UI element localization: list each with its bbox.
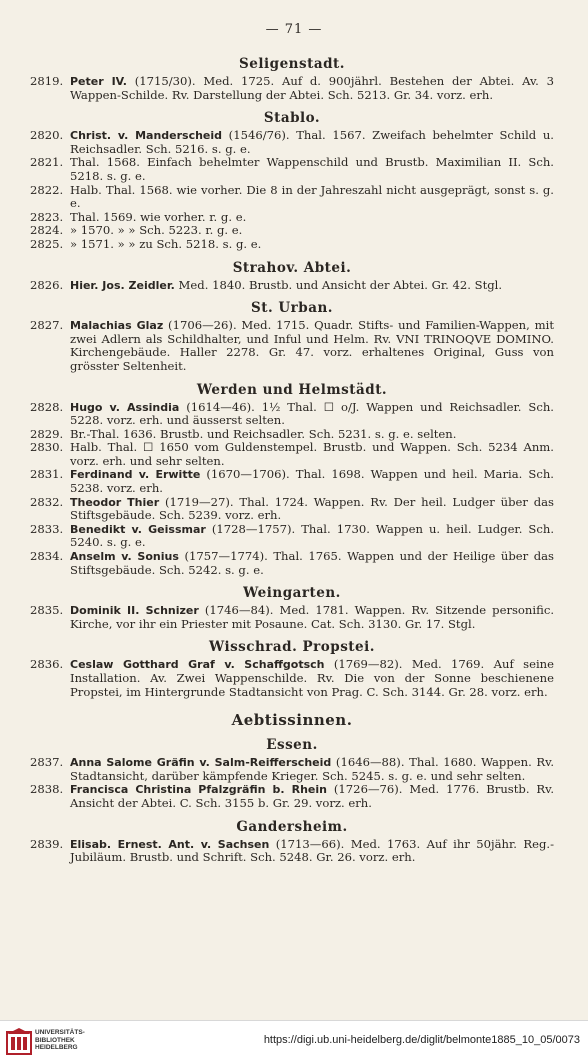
entry-text bbox=[70, 783, 554, 810]
library-name-line2: BIBLIOTHEK bbox=[35, 1036, 75, 1044]
entry-description: Thal. 1568. Einfach behelmter Wappenschild und Brustb. Maximilian II. Sch. 5218. s. g. e. bbox=[70, 155, 554, 183]
entry-number: 2821. bbox=[30, 155, 64, 170]
entry-number: 2831. bbox=[30, 467, 64, 482]
entry-description: (1726—76). Med. 1776. Brustb. Rv. Ansicht der Abtei. C. Sch. 3155 b. Gr. 29. vorz. erh. bbox=[70, 782, 555, 810]
entry-number: 2829. bbox=[30, 426, 64, 441]
entry-name: Elisab. Ernest. Ant. v. Sachsen bbox=[70, 837, 270, 851]
catalog-entry bbox=[30, 75, 554, 102]
entry-text bbox=[70, 496, 554, 523]
entry-description: Halb. Thal. ☐ 1650 vom Guldenstempel. Brustb. und Wappen. Sch. 5234 Anm. vorz. erh. und sehr selten. bbox=[70, 440, 554, 468]
entry-number: 2826. bbox=[30, 277, 64, 292]
entry-number: 2833. bbox=[30, 521, 64, 536]
page-number: — 71 — bbox=[265, 22, 323, 37]
entry-text bbox=[70, 658, 554, 699]
entry-name: Peter IV. bbox=[70, 75, 127, 88]
entry-description: (1715/30). Med. 1725. Auf d. 900jährl. Bestehen der Abtei. Av. 3 Wappen-Schilde. Rv. Darstellung der Abtei. Sch. 5213. Gr. 34. vorz. erh. bbox=[70, 74, 554, 102]
entry-name: Hier. Jos. Zeidler. bbox=[70, 278, 175, 292]
section-heading: Essen. bbox=[266, 737, 318, 754]
catalog-entry bbox=[30, 496, 554, 523]
catalog-entry bbox=[30, 783, 554, 810]
entry-number: 2819. bbox=[30, 74, 64, 88]
catalog-entry bbox=[30, 184, 554, 211]
entry-description: (1670—1706). Thal. 1698. Wappen und heil. Maria. Sch. 5238. vorz. erh. bbox=[70, 467, 554, 496]
catalog-entry bbox=[30, 224, 554, 238]
section-heading: Gandersheim. bbox=[236, 818, 348, 835]
entry-number: 2825. bbox=[30, 236, 64, 251]
entry-name: Anna Salome Gräfin v. Salm-Reifferscheid bbox=[70, 756, 332, 770]
entry-number: 2835. bbox=[30, 603, 64, 618]
catalog-entry bbox=[30, 401, 554, 428]
source-url-link[interactable]: https://digi.ub.uni-heidelberg.de/diglit/belmonte1885_10_05/0073 bbox=[263, 1034, 580, 1046]
entry-description: Thal. 1569. wie vorher. r. g. e. bbox=[70, 209, 247, 224]
entry-description: (1757—1774). Thal. 1765. Wappen und der Heilige über das Stiftsgebäude. Sch. 5242. s. g. e. bbox=[70, 549, 555, 577]
section-heading: Strahov. Abtei. bbox=[232, 259, 352, 276]
catalog-entry bbox=[30, 279, 554, 293]
entry-number: 2822. bbox=[30, 182, 64, 197]
entry-text bbox=[70, 184, 554, 211]
section-heading: Stablo. bbox=[263, 110, 321, 127]
entry-text bbox=[70, 838, 554, 865]
entry-number: 2830. bbox=[30, 440, 64, 455]
entry-name: Anselm v. Sonius bbox=[70, 550, 179, 564]
section-heading: Weingarten. bbox=[243, 585, 341, 602]
catalog-entry bbox=[30, 468, 554, 495]
entry-name: Ferdinand v. Erwitte bbox=[70, 468, 201, 482]
entry-text bbox=[70, 224, 554, 238]
entry-description: (1746—84). Med. 1781. Wappen. Rv. Sitzende personific. Kirche, vor ihr ein Priester mit Posaune. Cat. Sch. 3130. Gr. 17. Stgl. bbox=[70, 603, 555, 631]
catalog-entry bbox=[30, 211, 554, 225]
entry-text bbox=[70, 319, 554, 373]
catalog-entry bbox=[30, 550, 554, 577]
entry-number: 2828. bbox=[30, 399, 64, 414]
entry-name: Francisca Christina Pfalzgräfin b. Rhein bbox=[70, 783, 327, 797]
catalog-entry bbox=[30, 523, 554, 550]
catalog-entry bbox=[30, 238, 554, 252]
entry-description: » 1571. » » zu Sch. 5218. s. g. e. bbox=[70, 236, 262, 251]
section-heading: St. Urban. bbox=[251, 300, 333, 317]
entry-text bbox=[70, 401, 554, 428]
entry-description: (1719—27). Thal. 1724. Wappen. Rv. Der heil. Ludger über das Stiftsgebäude. Sch. 5239. vorz. erh. bbox=[70, 494, 555, 523]
entry-text bbox=[70, 550, 554, 577]
section-heading: Werden und Helmstädt. bbox=[196, 381, 388, 398]
section-heading: Wisschrad. Propstei. bbox=[209, 639, 375, 656]
entry-description: Halb. Thal. 1568. wie vorher. Die 8 in der Jahreszahl nicht ausgeprägt, sonst s. g. e. bbox=[70, 182, 554, 211]
entry-text bbox=[70, 156, 554, 183]
entry-text bbox=[70, 468, 554, 495]
entry-description: (1769—82). Med. 1769. Auf seine Installation. Av. Zwei Wappenschilde. Rv. Die von der Sonne beschienene Propstei, im Hintergrunde Stadtansicht von Prag. C. Sch. 3144. Gr. 28. vorz. erh. bbox=[70, 657, 554, 699]
section-heading: Seligenstadt. bbox=[239, 56, 345, 72]
entry-text bbox=[70, 75, 554, 102]
catalog-entry bbox=[30, 428, 554, 442]
entry-number: 2832. bbox=[30, 494, 64, 509]
catalog-entry bbox=[30, 129, 554, 156]
entry-description: (1713—66). Med. 1763. Auf ihr 50jähr. Reg.-Jubiläum. Brustb. und Schrift. Sch. 5248. Gr. 26. vorz. erh. bbox=[70, 836, 554, 865]
entry-number: 2824. bbox=[30, 223, 64, 238]
section-heading: Aebtissinnen. bbox=[231, 711, 353, 730]
entry-description: » 1570. » » Sch. 5223. r. g. e. bbox=[70, 223, 243, 238]
entry-number: 2823. bbox=[30, 209, 64, 224]
entry-text bbox=[70, 211, 554, 225]
entry-description: (1728—1757). Thal. 1730. Wappen u. heil. Ludger. Sch. 5240. s. g. e. bbox=[70, 521, 554, 550]
entry-description: (1646—88). Thal. 1680. Wappen. Rv. Stadtansicht, darüber kämpfende Krieger. Sch. 5245. s. g. e. und sehr selten. bbox=[70, 755, 554, 783]
entry-number: 2838. bbox=[30, 782, 64, 797]
entry-text bbox=[70, 428, 554, 442]
entry-number: 2827. bbox=[30, 318, 64, 333]
entry-number: 2836. bbox=[30, 657, 64, 672]
library-name-line3: HEIDELBERG bbox=[35, 1044, 78, 1051]
entry-text bbox=[70, 604, 554, 631]
catalog-entry bbox=[30, 156, 554, 183]
entry-number: 2834. bbox=[30, 549, 64, 564]
entry-name: Theodor Thier bbox=[70, 495, 160, 509]
library-logo-icon bbox=[6, 1028, 32, 1056]
entry-name: Hugo v. Assindia bbox=[70, 400, 180, 414]
entry-description: (1614—46). 1½ Thal. ☐ o/J. Wappen und Reichsadler. Sch. 5228. vorz. erh. und äusserst selten. bbox=[70, 399, 554, 428]
catalog-entry bbox=[30, 838, 554, 865]
entry-text bbox=[70, 523, 554, 550]
entry-description: (1546/76). Thal. 1567. Zweifach behelmter Schild u. Reichsadler. Sch. 5216. s. g. e. bbox=[70, 128, 554, 156]
entry-description: Med. 1840. Brustb. und Ansicht der Abtei. Gr. 42. Stgl. bbox=[174, 277, 503, 292]
entry-number: 2820. bbox=[30, 128, 64, 143]
entry-text bbox=[70, 279, 554, 293]
footer-bar bbox=[0, 1020, 588, 1063]
entry-name: Malachias Glaz bbox=[70, 319, 164, 333]
library-name-line1: UNIVERSITÄTS- bbox=[35, 1029, 85, 1036]
entry-description: Br.-Thal. 1636. Brustb. und Reichsadler. Sch. 5231. s. g. e. selten. bbox=[70, 426, 457, 441]
entry-number: 2839. bbox=[30, 836, 64, 851]
entry-text bbox=[70, 441, 554, 468]
catalog-entry bbox=[30, 604, 554, 631]
entry-number: 2837. bbox=[30, 755, 64, 770]
entry-description: (1706—26). Med. 1715. Quadr. Stifts- und Familien-Wappen, mit zwei Adlern als Schildhalter, und Inful und Helm. Rv. VNI TRINOQVE DOMINO. Kirchengebäude. Haller 2278. Gr. 47. vorz. erhaltenes Original, Guss von grösster Seltenheit. bbox=[70, 318, 554, 373]
entry-text bbox=[70, 756, 554, 783]
catalog-content bbox=[30, 48, 554, 865]
entry-name: Benedikt v. Geissmar bbox=[70, 522, 206, 536]
entry-name: Dominik II. Schnizer bbox=[70, 604, 199, 618]
catalog-entry bbox=[30, 441, 554, 468]
entry-text bbox=[70, 129, 554, 156]
entry-text bbox=[70, 238, 554, 252]
entry-name: Christ. v. Manderscheid bbox=[70, 129, 223, 143]
entry-name: Ceslaw Gotthard Graf v. Schaffgotsch bbox=[70, 658, 325, 672]
catalog-entry bbox=[30, 319, 554, 373]
catalog-entry bbox=[30, 756, 554, 783]
library-name bbox=[35, 1029, 85, 1052]
catalog-entry bbox=[30, 658, 554, 699]
